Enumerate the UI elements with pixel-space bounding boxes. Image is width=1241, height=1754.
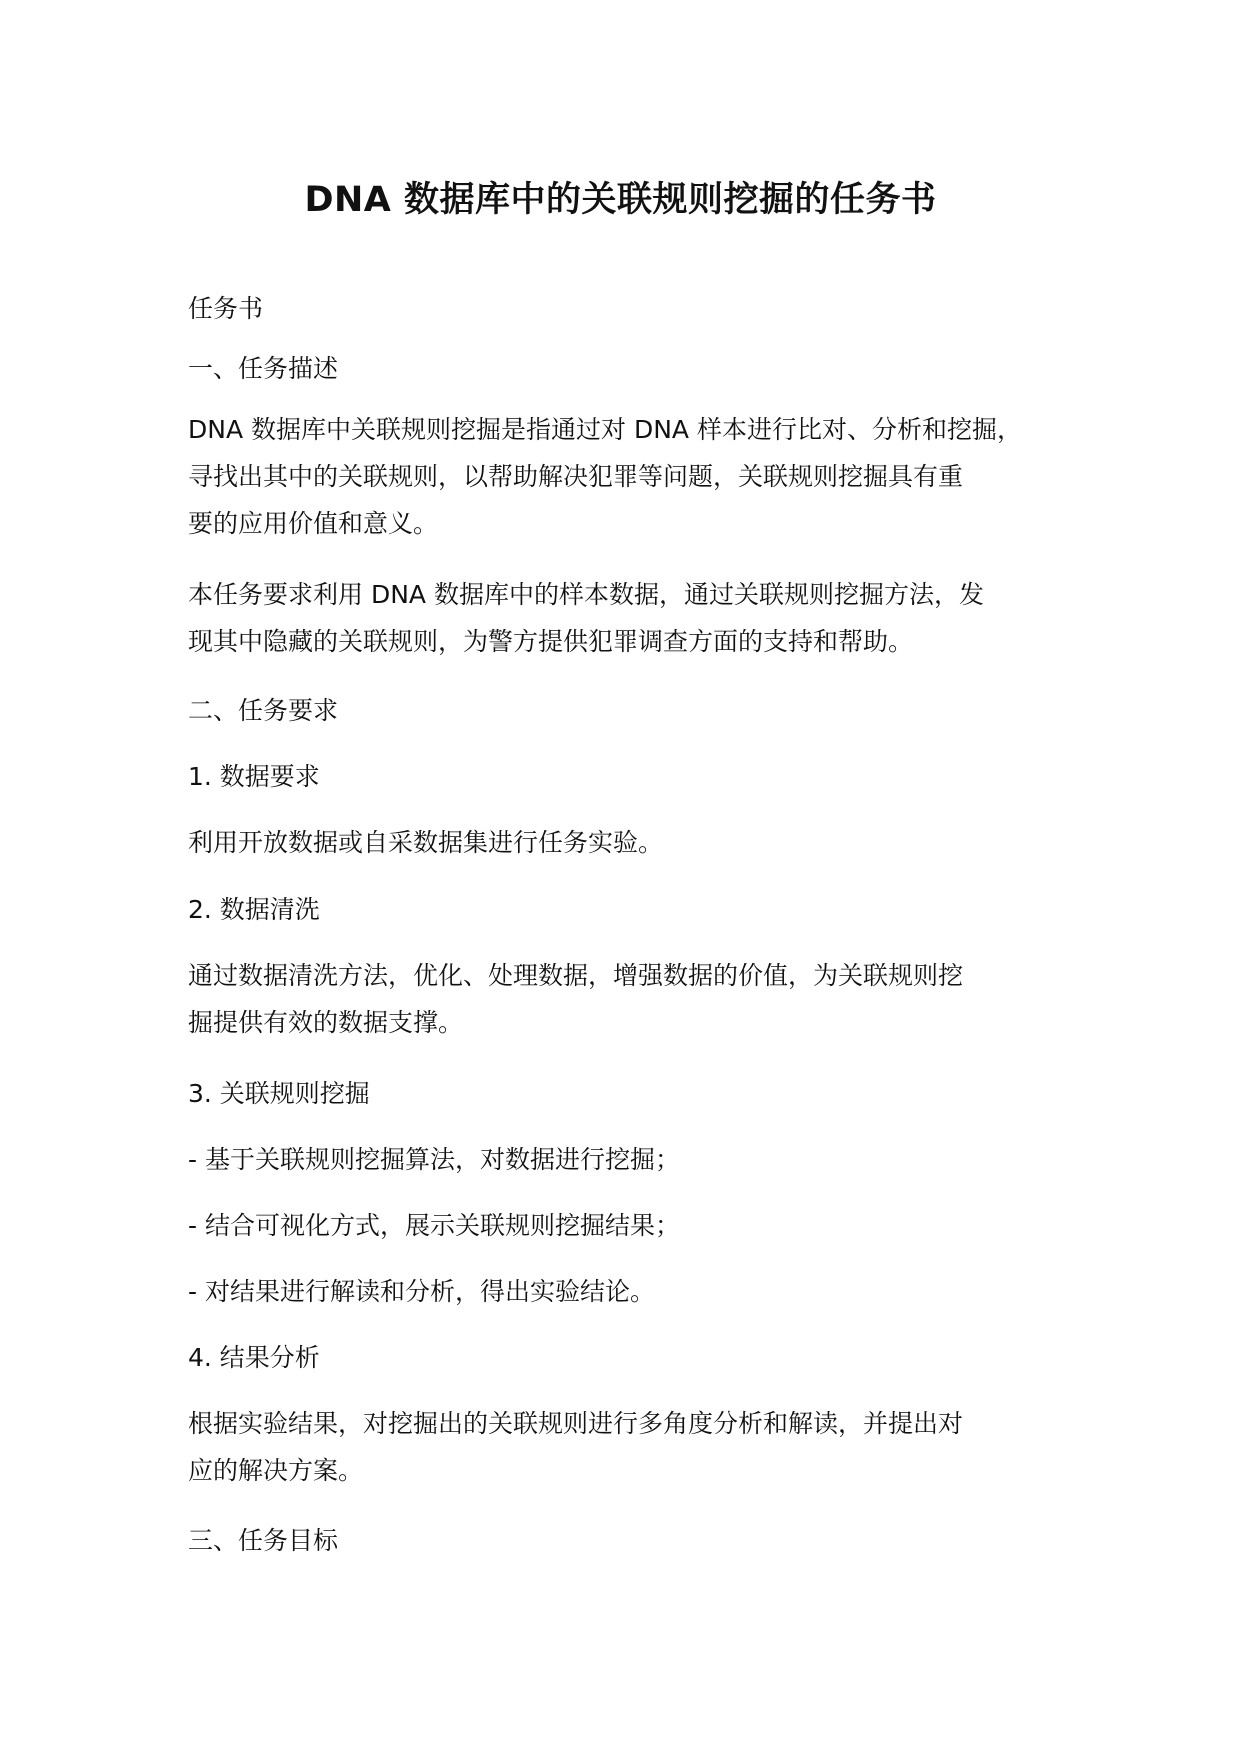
list-item: - 结合可视化方式，展示关联规则挖掘结果；	[188, 1211, 680, 1240]
section-heading-3: 三、任务目标	[188, 1526, 339, 1555]
list-item: - 基于关联规则挖掘算法，对数据进行挖掘；	[188, 1145, 680, 1174]
subsection-heading-mining: 3. 关联规则挖掘	[188, 1079, 370, 1108]
section-label: 任务书	[188, 294, 264, 323]
subsection-heading-analysis: 4. 结果分析	[188, 1343, 320, 1372]
section-heading-1: 一、任务描述	[188, 354, 339, 383]
list-item: - 对结果进行解读和分析，得出实验结论。	[188, 1277, 655, 1306]
paragraph-result-analysis: 根据实验结果，对挖掘出的关联规则进行多角度分析和解读，并提出对 应的解决方案。	[188, 1409, 964, 1485]
paragraph-data-requirement: 利用开放数据或自采数据集进行任务实验。	[188, 828, 664, 857]
paragraph-requirement-intro: 本任务要求利用 DNA 数据库中的样本数据，通过关联规则挖掘方法，发 现其中隐藏的关联规则，为警方提供犯罪调查方面的支持和帮助。	[188, 580, 984, 656]
subsection-heading-data: 1. 数据要求	[188, 762, 320, 791]
paragraph-description: DNA 数据库中关联规则挖掘是指通过对 DNA 样本进行比对、分析和挖掘， 寻找出其中的关联规则，以帮助解决犯罪等问题，关联规则挖掘具有重 要的应用价值和意义。	[188, 415, 1022, 538]
subsection-heading-cleaning: 2. 数据清洗	[188, 895, 320, 924]
document-title: DNA 数据库中的关联规则挖掘的任务书	[304, 180, 937, 220]
section-heading-2: 二、任务要求	[188, 696, 339, 725]
paragraph-data-cleaning: 通过数据清洗方法，优化、处理数据，增强数据的价值，为关联规则挖 掘提供有效的数据支撑。	[188, 961, 964, 1037]
